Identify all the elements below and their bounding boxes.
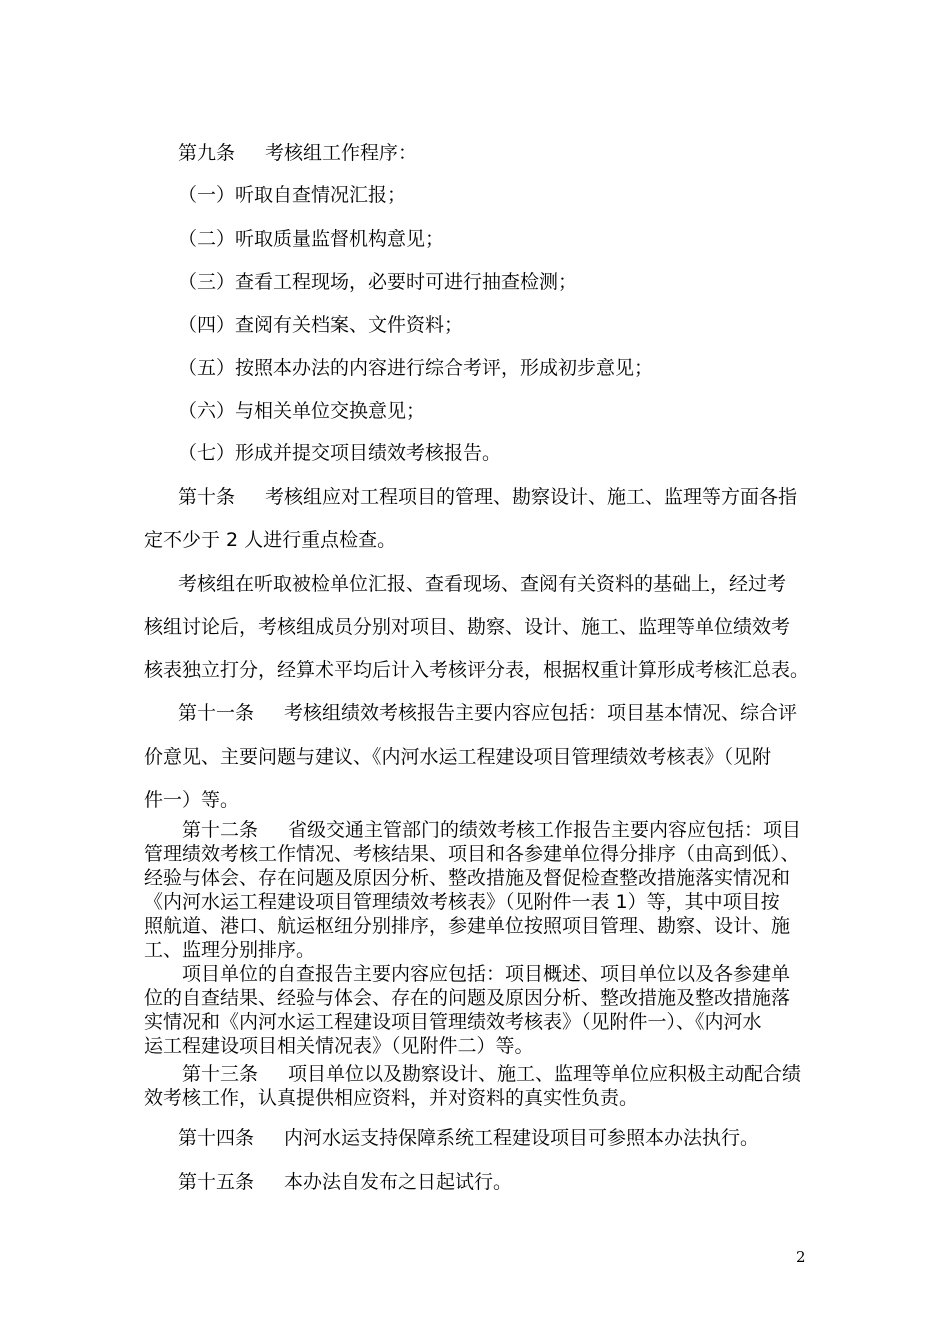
paragraph-line: 考核组在听取被检单位汇报、查看现场、查阅有关资料的基础上，经过考 (178, 573, 787, 595)
article-13-line: 效考核工作，认真提供相应资料，并对资料的真实性负责。 (144, 1087, 639, 1109)
article-label: 第十四条 (178, 1127, 255, 1149)
list-item: （七）形成并提交项目绩效考核报告。 (178, 442, 502, 464)
article-9-heading (178, 141, 417, 165)
article-text: 考核组绩效考核报告主要内容应包括：项目基本情况、综合评 (284, 702, 798, 724)
article-15-line (178, 1170, 512, 1194)
article-label: 第十三条 (182, 1063, 259, 1085)
article-12-line (182, 818, 801, 842)
article-text: 内河水运支持保障系统工程建设项目可参照本办法执行。 (284, 1127, 760, 1149)
paragraph-line: 项目单位的自查报告主要内容应包括：项目概述、项目单位以及各参建单 (182, 963, 791, 985)
paragraph-line: 核组讨论后，考核组成员分别对项目、勘察、设计、施工、监理等单位绩效考 (144, 616, 791, 638)
article-text: 考核组应对工程项目的管理、勘察设计、施工、监理等方面各指 (265, 486, 798, 508)
list-item: （五）按照本办法的内容进行综合考评，形成初步意见； (178, 357, 654, 379)
article-text: 本办法自发布之日起试行。 (284, 1171, 513, 1193)
article-12-line: 工、监理分别排序。 (144, 939, 316, 961)
page-number: 2 (796, 1248, 806, 1266)
article-text: 项目单位以及勘察设计、施工、监理等单位应积极主动配合绩 (288, 1063, 802, 1085)
list-item: （四）查阅有关档案、文件资料； (178, 314, 464, 336)
article-12-line: 照航道、港口、航运枢纽分别排序，参建单位按照项目管理、勘察、设计、施 (144, 915, 791, 937)
article-11-line: 件一）等。 (144, 789, 240, 811)
article-11-line (178, 701, 797, 725)
list-item: （一）听取自查情况汇报； (178, 184, 407, 206)
article-label: 第九条 (178, 142, 236, 164)
article-10-line (178, 485, 797, 509)
article-12-line: 管理绩效考核工作情况、考核结果、项目和各参建单位得分排序（由高到低）、 (144, 843, 800, 865)
article-text: 省级交通主管部门的绩效考核工作报告主要内容应包括：项目 (288, 819, 802, 841)
article-14-line (178, 1126, 759, 1150)
article-13-line (182, 1062, 801, 1086)
paragraph-line: 位的自查结果、经验与体会、存在的问题及原因分析、整改措施及整改措施落 (144, 987, 791, 1009)
article-label: 第十条 (178, 486, 236, 508)
list-item: （三）查看工程现场，必要时可进行抽查检测； (178, 271, 578, 293)
paragraph-line: 运工程建设项目相关情况表》（见附件二）等。 (144, 1035, 534, 1057)
article-label: 第十二条 (182, 819, 259, 841)
article-11-line: 价意见、主要问题与建议、《内河水运工程建设项目管理绩效考核表》（见附 (144, 746, 772, 768)
article-10-line: 定不少于 2 人进行重点检查。 (144, 529, 397, 551)
article-12-line: 《内河水运工程建设项目管理绩效考核表》（见附件一表 1）等，其中项目按 (144, 891, 780, 913)
article-12-line: 经验与体会、存在问题及原因分析、整改措施及督促检查整改措施落实情况和 (144, 867, 791, 889)
article-label: 第十五条 (178, 1171, 255, 1193)
paragraph-line: 实情况和《内河水运工程建设项目管理绩效考核表》（见附件一）、《内河水 (144, 1011, 762, 1033)
article-label: 第十一条 (178, 702, 255, 724)
list-item: （六）与相关单位交换意见； (178, 400, 426, 422)
list-item: （二）听取质量监督机构意见； (178, 228, 445, 250)
paragraph-line: 核表独立打分，经算术平均后计入考核评分表，根据权重计算形成考核汇总表。 (144, 659, 810, 681)
article-intro: 考核组工作程序： (265, 142, 418, 164)
